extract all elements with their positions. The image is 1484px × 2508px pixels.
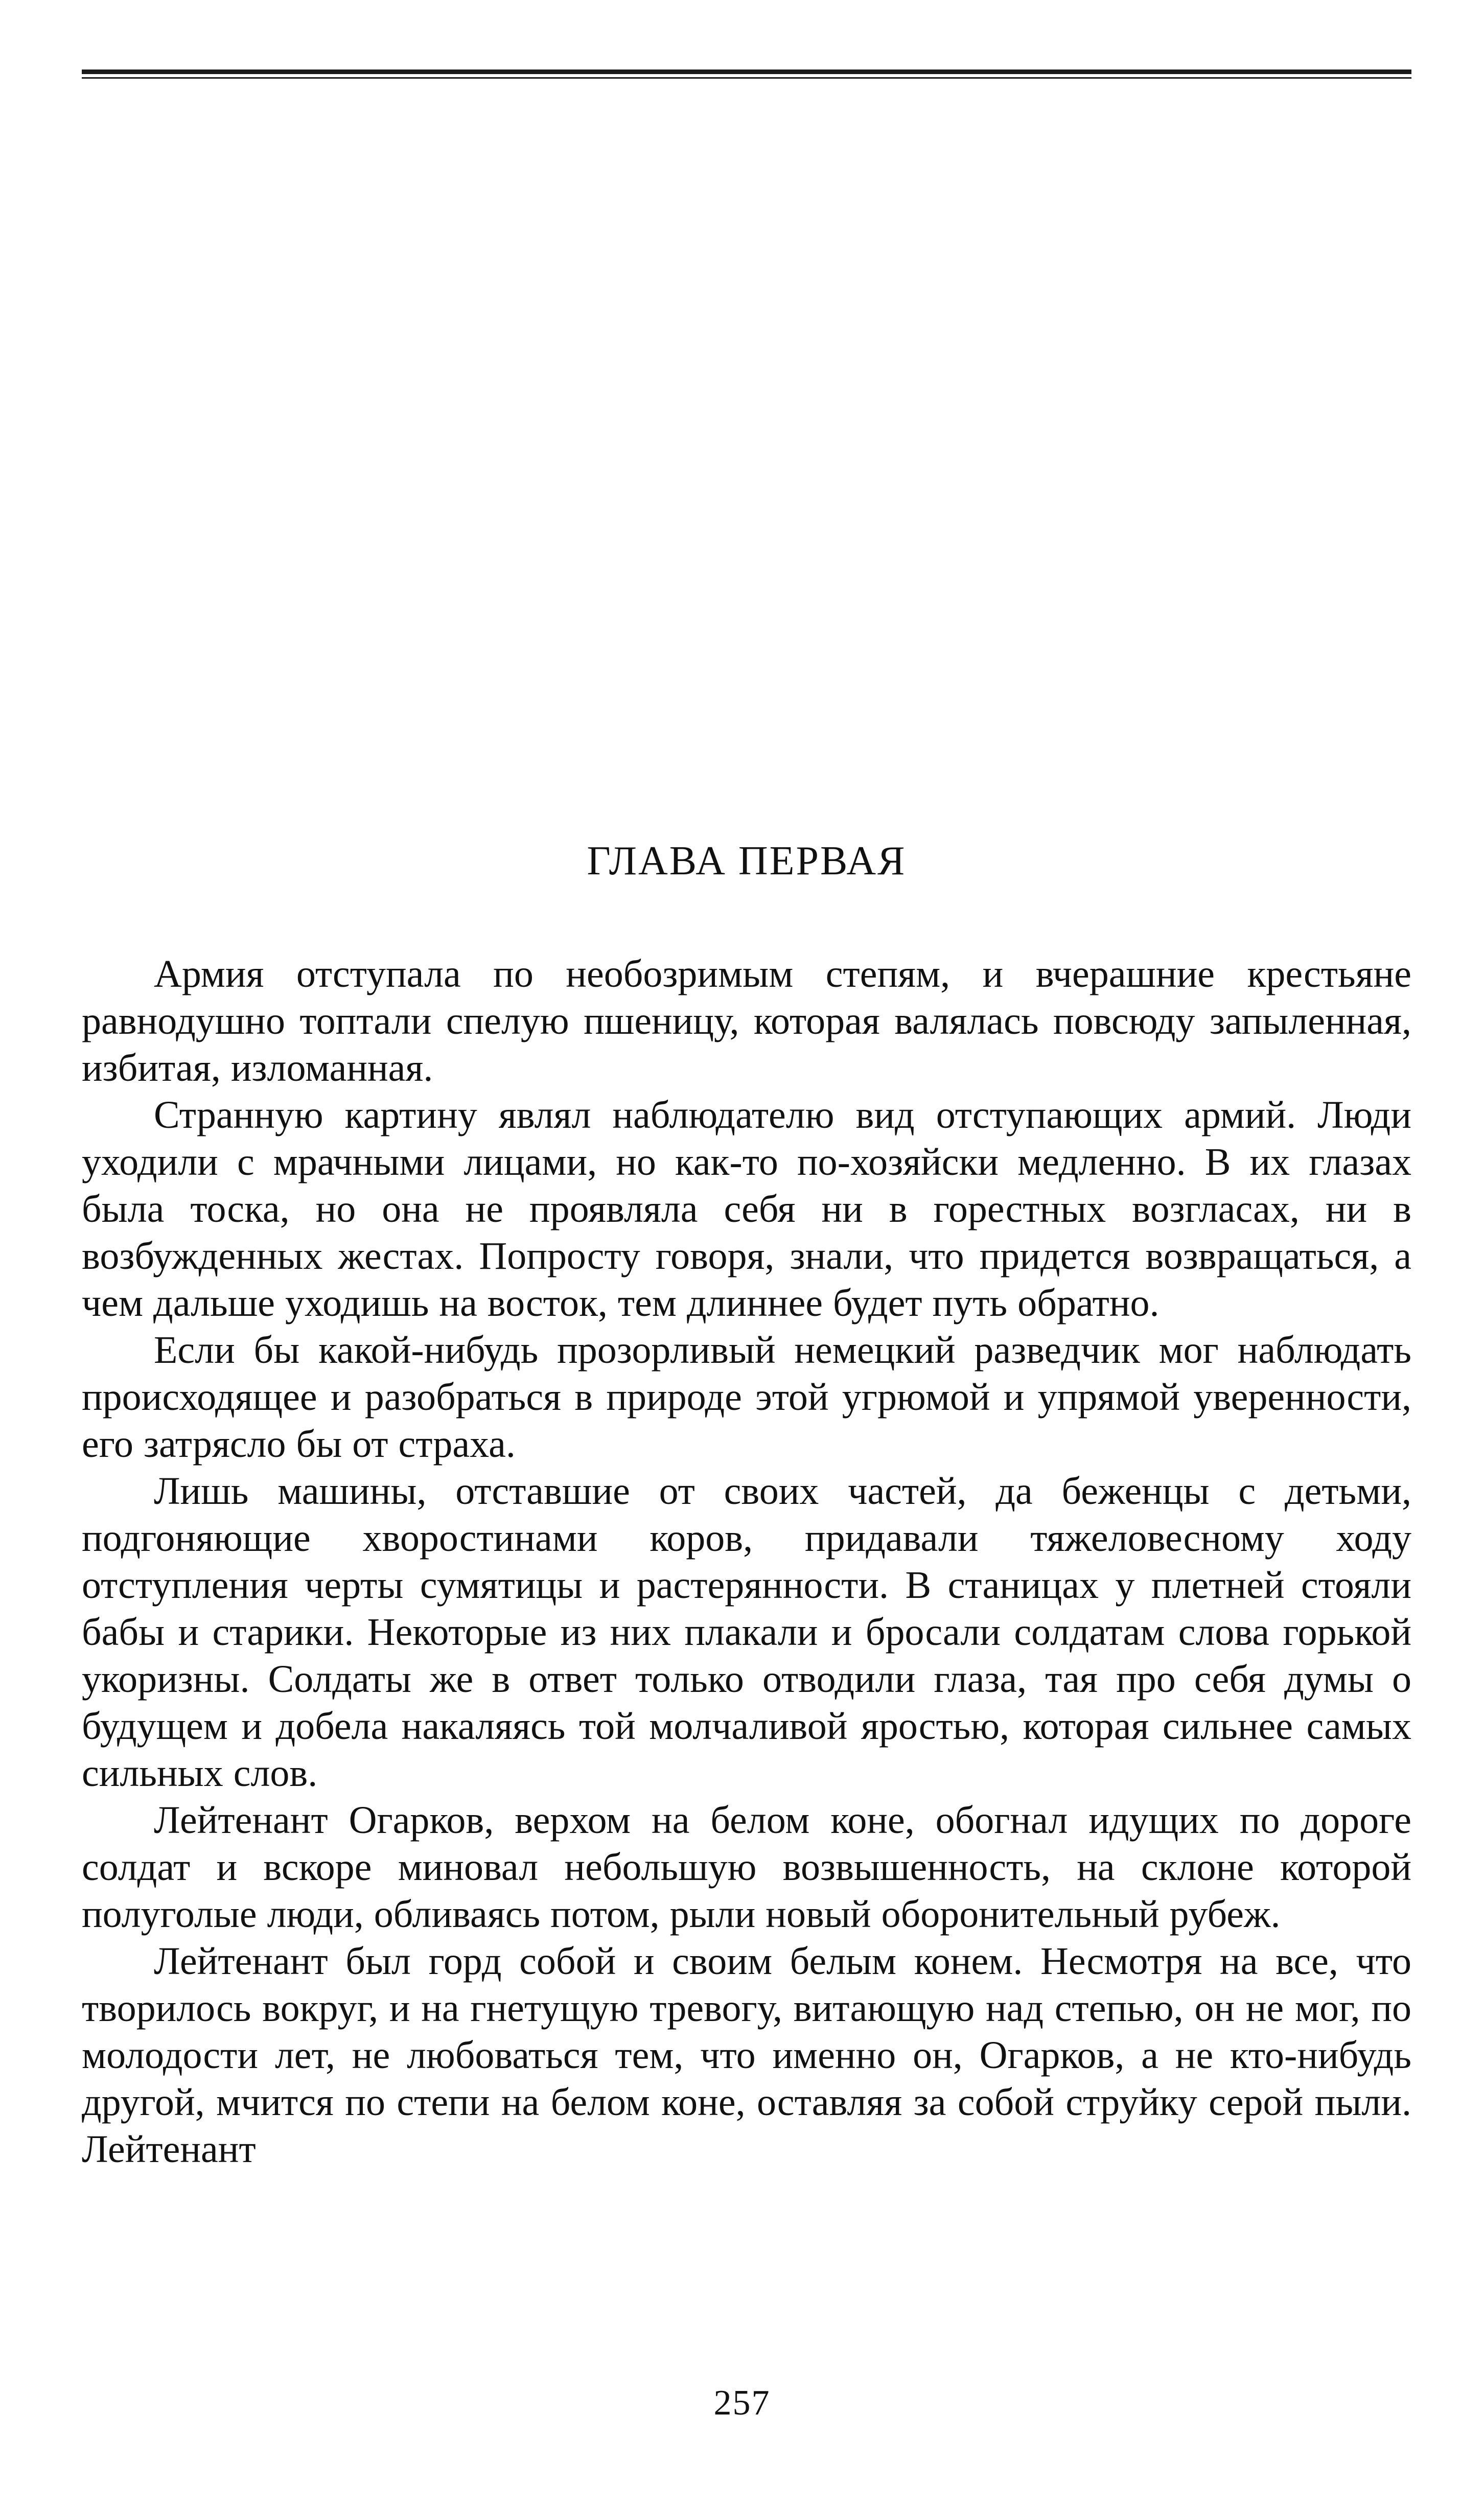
- header-rule-thin-line: [82, 77, 1411, 79]
- paragraph: Странную картину являл наблюдателю вид отступающих армий. Люди уходили с мрачными лицами, но как-то по-хозяйски медленно. В их глазах была тоска, но она не проявляла себя ни в горестных возгласах, ни в возбужденных жестах. Попросту говоря, знали, что придется возвращаться, а чем дальше уходишь на восток, тем длиннее будет путь обратно.: [82, 1094, 1411, 1325]
- header-rule-thick-line: [82, 69, 1411, 74]
- paragraph: Лишь машины, отставшие от своих частей, да беженцы с детьми, подгоняющие хворостинами коров, придавали тяжеловесному ходу отступления черты сумятицы и растерянности. В станицах у плетней стояли бабы и старики. Некоторые из них плакали и бросали солдатам слова горькой укоризны. Солдаты же в ответ только отводили глаза, тая про себя думы о будущем и добела накаляясь той молчаливой яростью, которая сильнее самых сильных слов.: [82, 1470, 1411, 1795]
- paragraph: Лейтенант Огарков, верхом на белом коне, обогнал идущих по дороге солдат и вскоре миновал небольшую возвышенность, на склоне которой полуголые люди, обливаясь потом, рыли новый оборонительный рубеж.: [82, 1799, 1411, 1936]
- paragraph: Армия отступала по необозримым степям, и вчерашние крестьяне равнодушно топтали спелую пшеницу, которая валялась повсюду запыленная, избитая, изломанная.: [82, 953, 1411, 1089]
- paragraph: Лейтенант был горд собой и своим белым конем. Несмотря на все, что творилось вокруг, и на гнетущую тревогу, витающую над степью, он не мог, по молодости лет, не любоваться тем, что именно он, Огарков, а не кто-нибудь другой, мчится по степи на белом коне, оставляя за собой струйку серой пыли. Лейтенант: [82, 1940, 1411, 2171]
- paragraph: Если бы какой-нибудь прозорливый немецкий разведчик мог наблюдать происходящее и разобраться в природе этой угрюмой и упрямой уверенности, его затрясло бы от страха.: [82, 1329, 1411, 1466]
- page-number: 257: [713, 2383, 771, 2423]
- header-rule: [82, 69, 1411, 79]
- body-text: [82, 950, 1411, 2173]
- text-block: [82, 841, 1411, 2173]
- chapter-title: ГЛАВА ПЕРВАЯ: [587, 839, 907, 884]
